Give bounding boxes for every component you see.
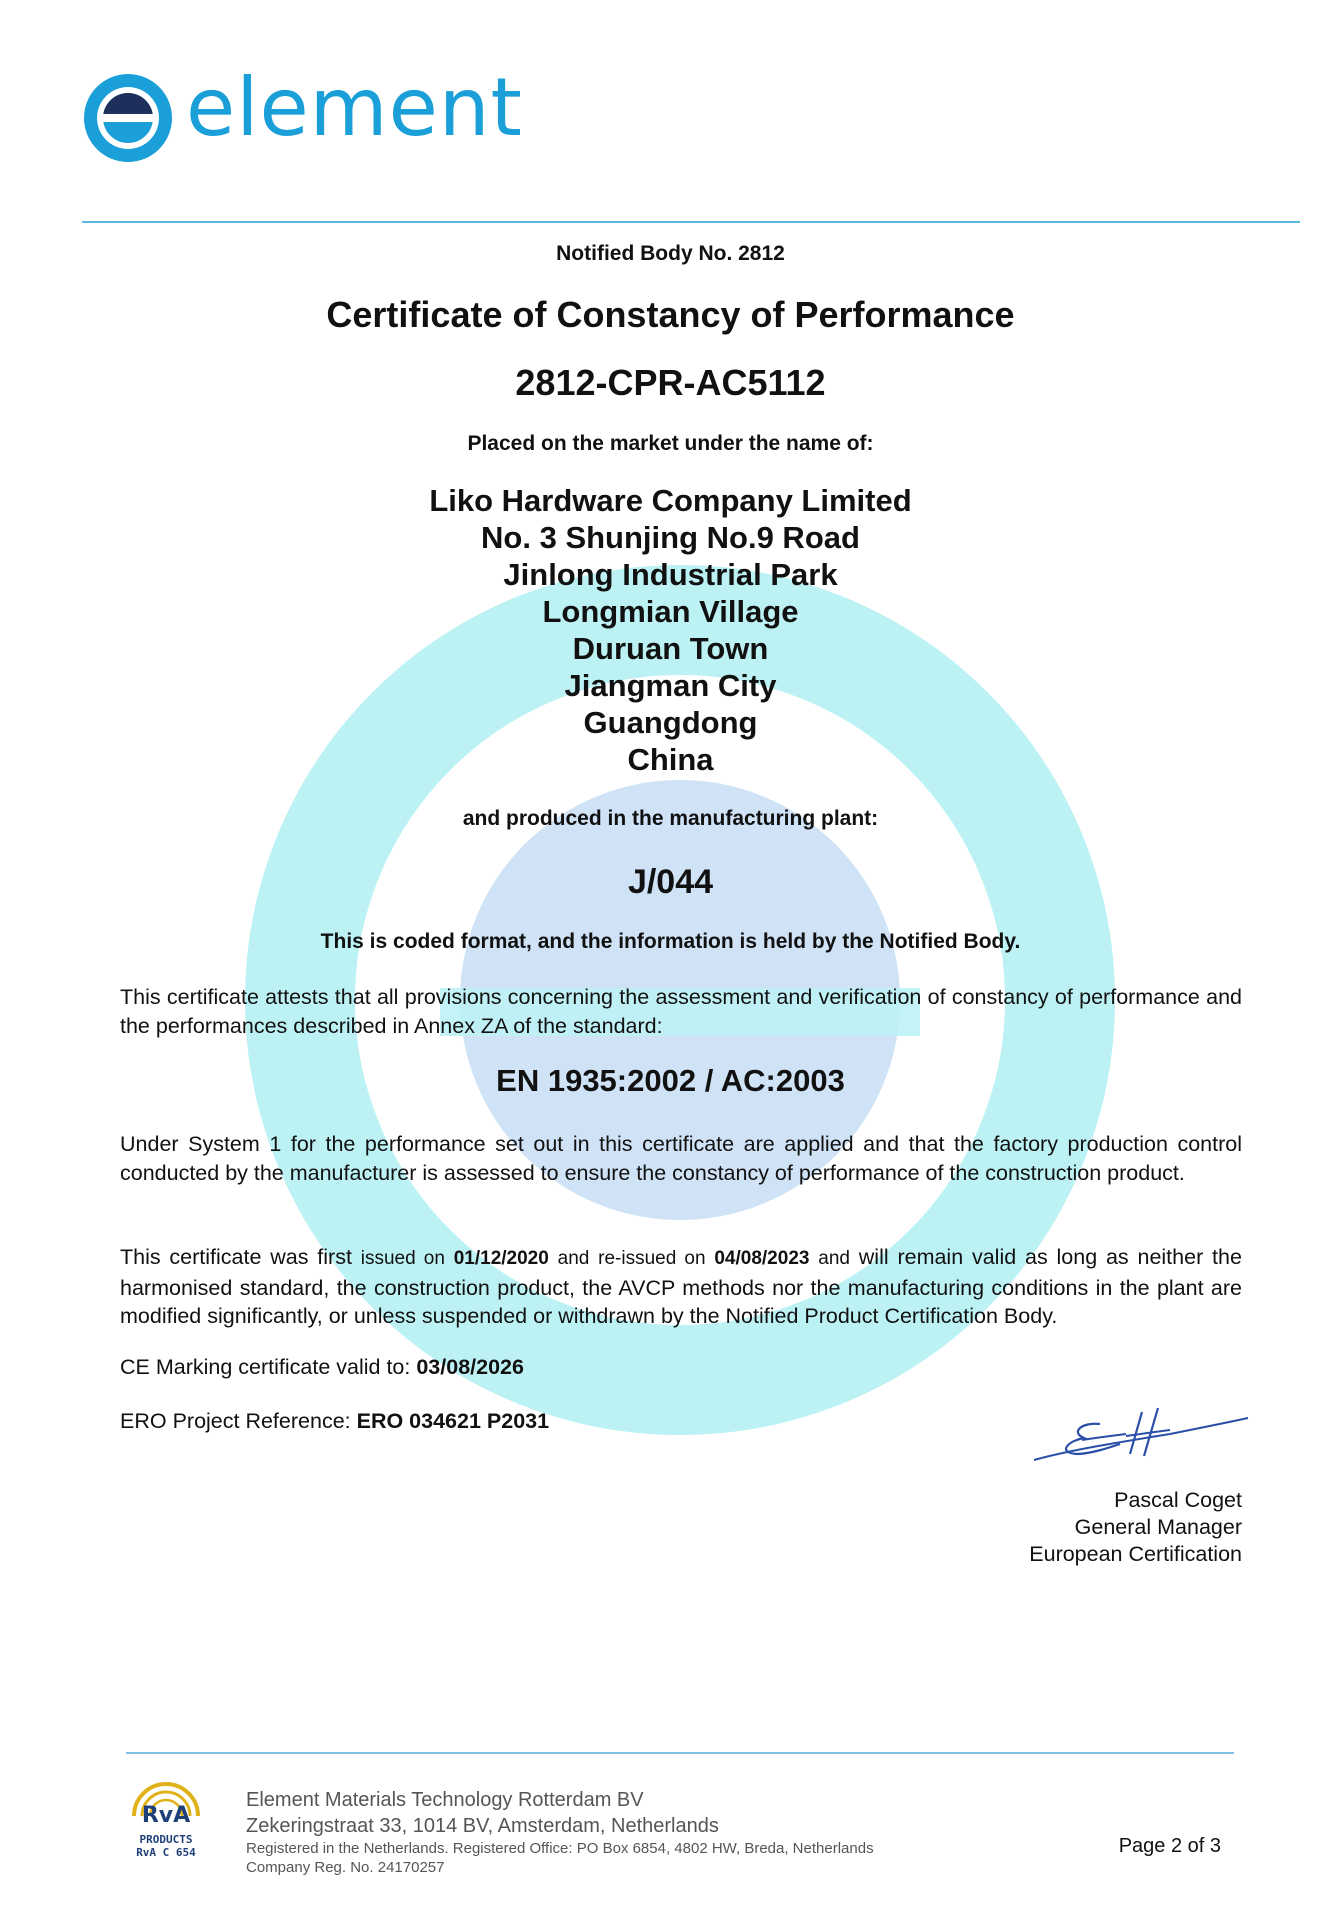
address-line: Jiangman City [564,668,777,703]
plant-intro: and produced in the manufacturing plant: [462,807,879,830]
standard-reference: EN 1935:2002 / AC:2003 [496,1063,845,1098]
address-line: Jinlong Industrial Park [503,557,838,592]
issued-date: 01/12/2020 [453,1248,549,1269]
footer-company-name: Element Materials Technology Rotterdam BV [246,1789,644,1811]
ero-reference: ERO Project Reference: ERO 034621 P2031 [120,1409,550,1433]
footer-company-reg: Company Reg. No. 24170257 [246,1859,445,1876]
certificate-number: 2812-CPR-AC5112 [515,362,826,403]
address-line: No. 3 Shunjing No.9 Road [481,520,860,555]
address-line: China [627,742,714,777]
footer-address: Zekeringstraat 33, 1014 BV, Amsterdam, Netherlands [246,1815,719,1837]
holder-address [0,482,1341,778]
ce-marking-validity: CE Marking certificate valid to: 03/08/2026 [120,1355,524,1379]
plant-code: J/044 [627,863,714,901]
ero-value: ERO 034621 P2031 [356,1409,550,1433]
signatory-role: General Manager [1074,1515,1242,1539]
footer-company-block [246,1787,874,1877]
signatory-name: Pascal Coget [1114,1488,1242,1512]
address-line: Longmian Village [542,594,799,629]
notified-body: Notified Body No. 2812 [556,242,785,265]
certificate-title: Certificate of Constancy of Performance [326,294,1015,335]
ce-date: 03/08/2026 [416,1355,524,1379]
rva-accreditation-icon [124,1772,208,1859]
address-line: Duruan Town [572,631,769,666]
rva-emblem-icon [124,1772,208,1828]
header-divider [82,221,1300,223]
element-logo-icon [80,70,176,166]
signatory-department: European Certification [1029,1542,1242,1566]
validity-paragraph: This certificate was first issued on 01/12/2020 and re-issued on 04/08/2023 and will remain valid as long as neither the harmonised standard, the construction product, the AVCP methods nor the manufacturing conditions in the plant are modified significantly, or unless suspended or withdrawn by the Notified Product Certification Body. [120,1245,1242,1328]
footer-registered: Registered in the Netherlands. Registered Office: PO Box 6854, 4802 HW, Breda, Netherlands [246,1840,874,1857]
plant-note: This is coded format, and the information is held by the Notified Body. [320,930,1021,953]
signature [1030,1398,1250,1468]
system-paragraph: Under System 1 for the performance set out in this certificate are applied and that the factory production control conducted by the manufacturer is assessed to ensure the constancy of performance of the construction product. [120,1132,1242,1185]
svg-text:RvA: RvA [141,1803,191,1828]
signatory-block [1029,1487,1242,1568]
footer-divider [126,1752,1234,1754]
page-number: Page 2 of 3 [1118,1835,1221,1857]
attest-paragraph: This certificate attests that all provisions concerning the assessment and verification of constancy of performance and the performances described in Annex ZA of the standard: [120,985,1242,1038]
address-line: Guangdong [583,705,758,740]
address-line: Liko Hardware Company Limited [429,483,912,518]
rva-line-1: PRODUCTS [139,1833,193,1846]
reissued-date: 04/08/2023 [714,1248,810,1269]
rva-line-2: RvA C 654 [136,1846,196,1859]
holder-intro: Placed on the market under the name of: [467,432,874,455]
brand-wordmark: element [186,61,523,154]
